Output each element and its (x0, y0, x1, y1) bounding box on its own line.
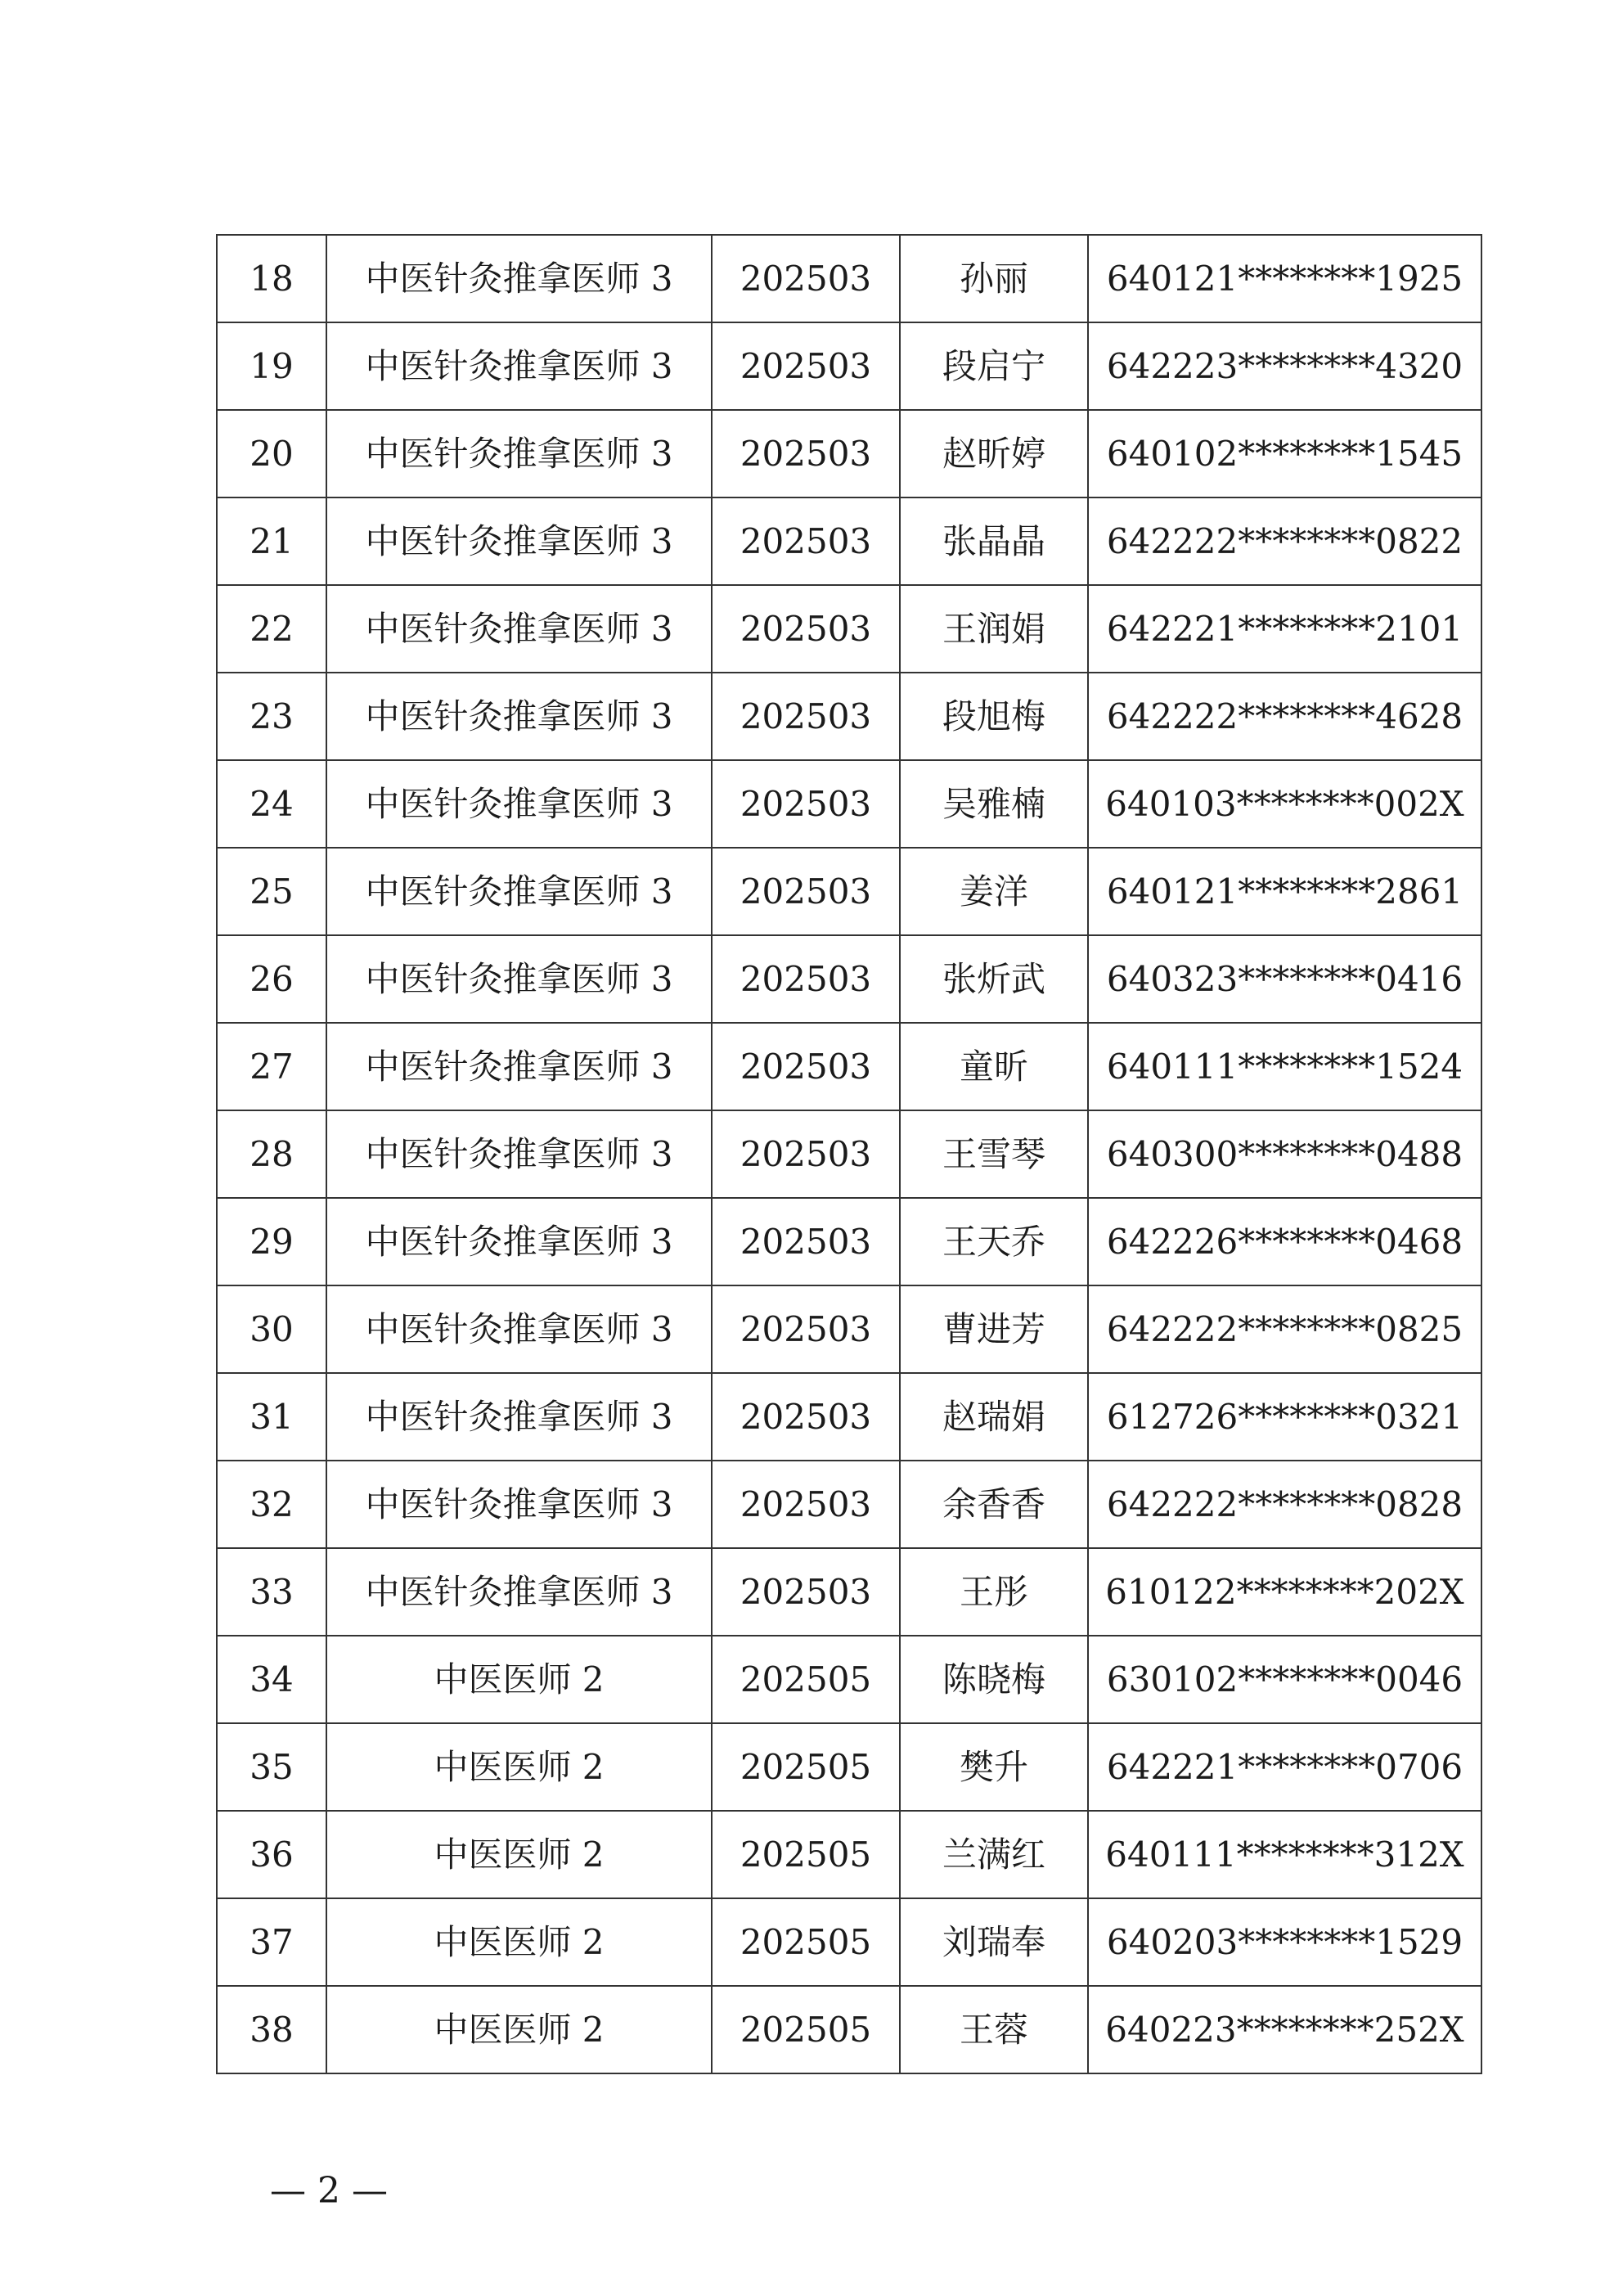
table-row (217, 935, 1481, 1023)
position-code-cell: 202503 (712, 410, 900, 497)
position-code-cell: 202503 (712, 322, 900, 410)
id-number-cell: 642222********4628 (1088, 673, 1481, 760)
candidate-name-cell: 兰满红 (900, 1811, 1088, 1898)
row-number-cell: 30 (217, 1285, 326, 1373)
table-row (217, 585, 1481, 673)
row-number-cell: 36 (217, 1811, 326, 1898)
candidate-name-cell: 余香香 (900, 1461, 1088, 1548)
position-cell: 中医针灸推拿医师 3 (326, 410, 712, 497)
table-row (217, 1986, 1481, 2073)
id-number-cell: 642222********0825 (1088, 1285, 1481, 1373)
id-number-cell: 642222********0822 (1088, 497, 1481, 585)
table-row (217, 673, 1481, 760)
row-number-cell: 33 (217, 1548, 326, 1636)
position-code-cell: 202503 (712, 1373, 900, 1461)
id-number-cell: 642221********2101 (1088, 585, 1481, 673)
table-row (217, 322, 1481, 410)
position-code-cell: 202503 (712, 1198, 900, 1285)
row-number-cell: 23 (217, 673, 326, 760)
candidate-name-cell: 赵瑞娟 (900, 1373, 1088, 1461)
row-number-cell: 38 (217, 1986, 326, 2073)
candidate-name-cell: 王天乔 (900, 1198, 1088, 1285)
id-number-cell: 630102********0046 (1088, 1636, 1481, 1723)
table-row (217, 1110, 1481, 1198)
position-code-cell: 202503 (712, 497, 900, 585)
row-number-cell: 24 (217, 760, 326, 848)
position-code-cell: 202503 (712, 760, 900, 848)
id-number-cell: 640121********1925 (1088, 235, 1481, 322)
table-row (217, 410, 1481, 497)
position-code-cell: 202505 (712, 1636, 900, 1723)
row-number-cell: 18 (217, 235, 326, 322)
candidate-name-cell: 吴雅楠 (900, 760, 1088, 848)
row-number-cell: 34 (217, 1636, 326, 1723)
page-number: — 2 — (270, 2170, 388, 2212)
position-cell: 中医针灸推拿医师 3 (326, 848, 712, 935)
candidate-name-cell: 张炘武 (900, 935, 1088, 1023)
position-code-cell: 202503 (712, 1110, 900, 1198)
position-code-cell: 202503 (712, 235, 900, 322)
position-cell: 中医针灸推拿医师 3 (326, 1285, 712, 1373)
id-number-cell: 640203********1529 (1088, 1898, 1481, 1986)
table-row (217, 1198, 1481, 1285)
id-number-cell: 642222********0828 (1088, 1461, 1481, 1548)
position-cell: 中医针灸推拿医师 3 (326, 673, 712, 760)
candidate-name-cell: 童昕 (900, 1023, 1088, 1110)
position-cell: 中医针灸推拿医师 3 (326, 1461, 712, 1548)
id-number-cell: 640111********1524 (1088, 1023, 1481, 1110)
candidate-name-cell: 曹进芳 (900, 1285, 1088, 1373)
candidate-name-cell: 姜洋 (900, 848, 1088, 935)
position-code-cell: 202505 (712, 1811, 900, 1898)
candidate-name-cell: 刘瑞奉 (900, 1898, 1088, 1986)
position-code-cell: 202505 (712, 1986, 900, 2073)
candidate-name-cell: 陈晓梅 (900, 1636, 1088, 1723)
position-cell: 中医针灸推拿医师 3 (326, 497, 712, 585)
row-number-cell: 31 (217, 1373, 326, 1461)
candidate-name-cell: 王雪琴 (900, 1110, 1088, 1198)
position-code-cell: 202503 (712, 673, 900, 760)
row-number-cell: 22 (217, 585, 326, 673)
position-cell: 中医针灸推拿医师 3 (326, 935, 712, 1023)
candidate-name-cell: 段启宁 (900, 322, 1088, 410)
id-number-cell: 640102********1545 (1088, 410, 1481, 497)
id-number-cell: 640300********0488 (1088, 1110, 1481, 1198)
table-row (217, 1023, 1481, 1110)
candidate-name-cell: 段旭梅 (900, 673, 1088, 760)
id-number-cell: 642223********4320 (1088, 322, 1481, 410)
position-code-cell: 202505 (712, 1898, 900, 1986)
table-row (217, 1636, 1481, 1723)
position-cell: 中医医师 2 (326, 1723, 712, 1811)
table-row (217, 1285, 1481, 1373)
candidate-name-cell: 王彤 (900, 1548, 1088, 1636)
position-cell: 中医针灸推拿医师 3 (326, 1373, 712, 1461)
id-number-cell: 640111********312X (1088, 1811, 1481, 1898)
position-code-cell: 202503 (712, 935, 900, 1023)
candidate-name-cell: 樊升 (900, 1723, 1088, 1811)
table-row (217, 235, 1481, 322)
id-number-cell: 610122********202X (1088, 1548, 1481, 1636)
position-cell: 中医针灸推拿医师 3 (326, 1198, 712, 1285)
table-row (217, 1723, 1481, 1811)
id-number-cell: 612726********0321 (1088, 1373, 1481, 1461)
candidate-name-cell: 王蓉 (900, 1986, 1088, 2073)
position-code-cell: 202503 (712, 1285, 900, 1373)
candidate-name-cell: 王润娟 (900, 585, 1088, 673)
position-cell: 中医针灸推拿医师 3 (326, 1110, 712, 1198)
id-number-cell: 640121********2861 (1088, 848, 1481, 935)
candidate-name-cell: 孙丽 (900, 235, 1088, 322)
table-row (217, 1548, 1481, 1636)
position-cell: 中医针灸推拿医师 3 (326, 1023, 712, 1110)
table-row (217, 1811, 1481, 1898)
row-number-cell: 27 (217, 1023, 326, 1110)
id-number-cell: 642221********0706 (1088, 1723, 1481, 1811)
position-code-cell: 202503 (712, 1461, 900, 1548)
position-cell: 中医针灸推拿医师 3 (326, 235, 712, 322)
position-cell: 中医针灸推拿医师 3 (326, 760, 712, 848)
table-row (217, 760, 1481, 848)
table-row (217, 1461, 1481, 1548)
position-code-cell: 202503 (712, 585, 900, 673)
id-number-cell: 642226********0468 (1088, 1198, 1481, 1285)
position-code-cell: 202503 (712, 1548, 900, 1636)
position-cell: 中医医师 2 (326, 1986, 712, 2073)
table-row (217, 1898, 1481, 1986)
position-cell: 中医医师 2 (326, 1898, 712, 1986)
row-number-cell: 35 (217, 1723, 326, 1811)
row-number-cell: 20 (217, 410, 326, 497)
row-number-cell: 29 (217, 1198, 326, 1285)
candidate-name-cell: 张晶晶 (900, 497, 1088, 585)
row-number-cell: 28 (217, 1110, 326, 1198)
row-number-cell: 25 (217, 848, 326, 935)
row-number-cell: 37 (217, 1898, 326, 1986)
position-cell: 中医针灸推拿医师 3 (326, 322, 712, 410)
candidate-name-cell: 赵昕婷 (900, 410, 1088, 497)
row-number-cell: 21 (217, 497, 326, 585)
position-cell: 中医针灸推拿医师 3 (326, 1548, 712, 1636)
id-number-cell: 640103********002X (1088, 760, 1481, 848)
table-row (217, 1373, 1481, 1461)
position-code-cell: 202503 (712, 1023, 900, 1110)
candidate-table (216, 234, 1482, 2074)
row-number-cell: 26 (217, 935, 326, 1023)
position-cell: 中医针灸推拿医师 3 (326, 585, 712, 673)
position-cell: 中医医师 2 (326, 1811, 712, 1898)
id-number-cell: 640223********252X (1088, 1986, 1481, 2073)
row-number-cell: 32 (217, 1461, 326, 1548)
table-row (217, 497, 1481, 585)
table-row (217, 848, 1481, 935)
candidate-table-body (217, 235, 1481, 2073)
row-number-cell: 19 (217, 322, 326, 410)
position-cell: 中医医师 2 (326, 1636, 712, 1723)
position-code-cell: 202503 (712, 848, 900, 935)
position-code-cell: 202505 (712, 1723, 900, 1811)
id-number-cell: 640323********0416 (1088, 935, 1481, 1023)
